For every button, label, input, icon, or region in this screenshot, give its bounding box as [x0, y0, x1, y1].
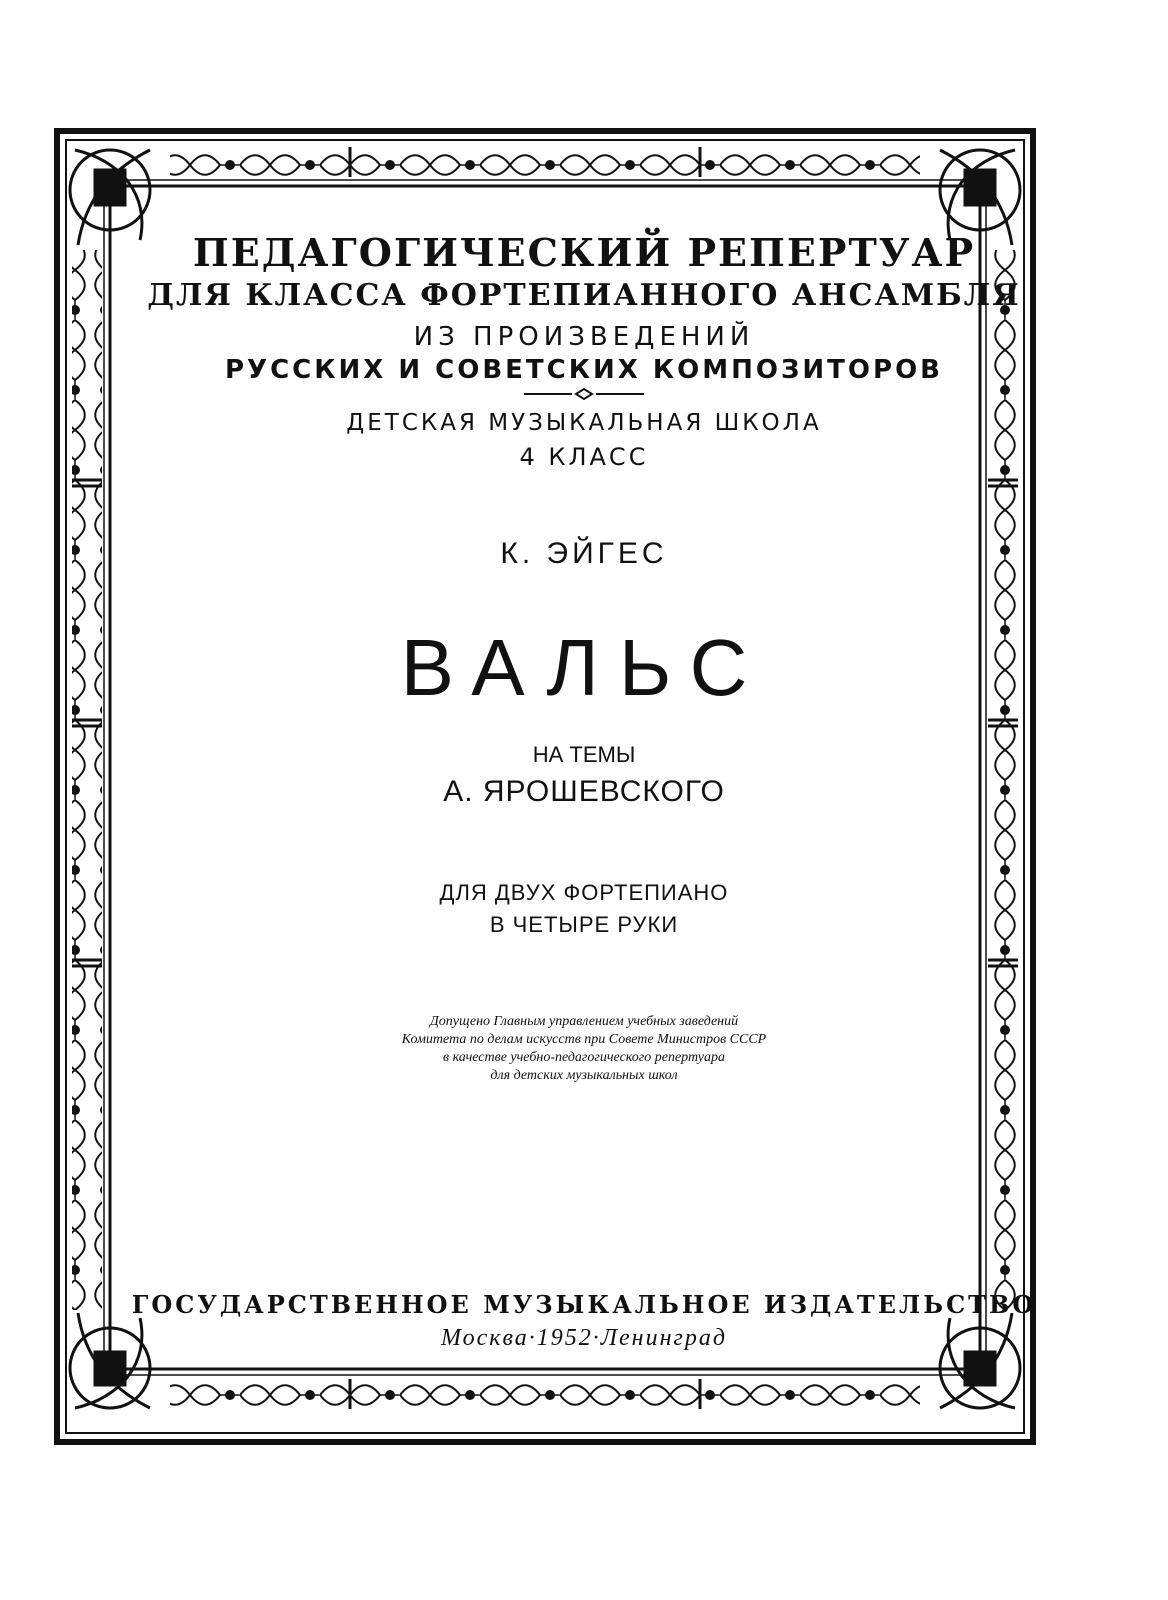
- publisher-name: ГОСУДАРСТВЕННОЕ МУЗЫКАЛЬНОЕ ИЗДАТЕЛЬСТВО: [131, 1290, 1037, 1319]
- approval-line: Комитета по делам искусств при Совете Министров СССР: [401, 1032, 767, 1047]
- bottom-band: [170, 1379, 920, 1409]
- series-subtitle: ДЛЯ КЛАССА ФОРТЕПИАННОГО АНСАМБЛЯ: [147, 278, 1021, 313]
- work-title: ВАЛЬС: [400, 623, 768, 712]
- composers-group: РУССКИХ И СОВЕТСКИХ КОМПОЗИТОРОВ: [224, 355, 943, 385]
- themes-prefix: НА ТЕМЫ: [532, 742, 636, 767]
- ornamental-divider: [524, 388, 644, 400]
- grade-label: 4 КЛАСС: [519, 443, 649, 471]
- themes-author: А. ЯРОШЕВСКОГО: [443, 775, 725, 808]
- school-name: ДЕТСКАЯ МУЗЫКАЛЬНАЯ ШКОЛА: [346, 410, 822, 436]
- from-works: ИЗ ПРОИЗВЕДЕНИЙ: [413, 322, 755, 352]
- approval-line: для детских музыкальных школ: [490, 1068, 678, 1083]
- approval-line: Допущено Главным управлением учебных заведений: [429, 1014, 739, 1029]
- series-title: ПЕДАГОГИЧЕСКИЙ РЕПЕРТУАР: [192, 230, 976, 275]
- top-band: [170, 147, 920, 177]
- approval-note: [0, 1013, 1168, 1085]
- instrumentation-line-1: ДЛЯ ДВУХ ФОРТЕПИАНО: [439, 880, 729, 905]
- composer-name: К. ЭЙГЕС: [500, 537, 668, 570]
- imprint-line: Москва·1952·Ленинград: [440, 1325, 727, 1351]
- approval-line: в качестве учебно-педагогического репертуара: [443, 1050, 725, 1065]
- instrumentation-line-2: В ЧЕТЫРЕ РУКИ: [489, 912, 679, 937]
